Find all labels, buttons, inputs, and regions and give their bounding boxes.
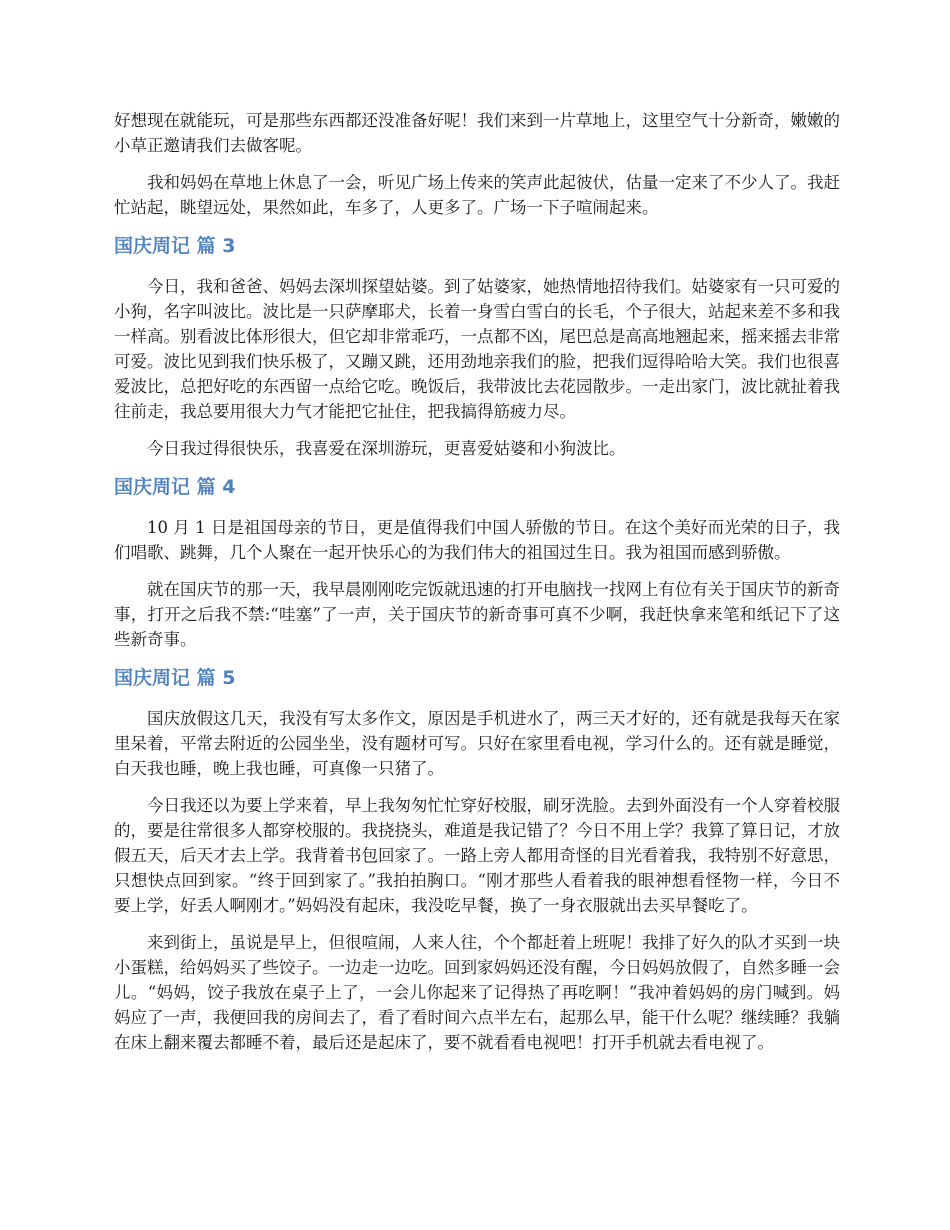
- section-paragraph: 今日我过得很快乐，我喜爱在深圳游玩，更喜爱姑婆和小狗波比。: [147, 439, 626, 458]
- intro-paragraph-1: 好想现在就能玩，可是那些东西都还没准备好呢！我们来到一片草地上，这里空气十分新奇，嫩嫩的小草正邀请我们去做客呢。: [114, 111, 840, 155]
- section-4: [114, 473, 840, 652]
- intro-paragraph-2: 我和妈妈在草地上休息了一会，听见广场上传来的笑声此起彼伏，估量一定来了不少人了。我赶忙站起，眺望远处，果然如此，车多了，人更多了。广场一下子喧闹起来。: [114, 173, 840, 217]
- document-page: [114, 108, 840, 1067]
- section-3: [114, 232, 840, 461]
- section-heading: 国庆周记 篇 3: [114, 235, 236, 257]
- section-paragraph: 国庆放假这几天，我没有写太多作文，原因是手机进水了，两三天才好的，还有就是我每天在家里呆着，平常去附近的公园坐坐，没有题材可写。只好在家里看电视，学习什么的。还有就是睡觉，白天我也睡，晚上我也睡，可真像一只猪了。: [114, 709, 840, 778]
- section-paragraph: 就在国庆节的那一天，我早晨刚刚吃完饭就迅速的打开电脑找一找网上有位有关于国庆节的新奇事，打开之后我不禁:“哇塞”了一声，关于国庆节的新奇事可真不少啊，我赶快拿来笔和纸记下了这些新奇事。: [114, 580, 840, 649]
- section-paragraph: 10 月 1 日是祖国母亲的节日，更是值得我们中国人骄傲的节日。在这个美好而光荣的日子，我们唱歌、跳舞，几个人聚在一起开快乐心的为我们伟大的祖国过生日。我为祖国而感到骄傲。: [114, 518, 840, 562]
- section-5: [114, 664, 840, 1055]
- section-heading: 国庆周记 篇 4: [114, 476, 236, 498]
- section-paragraph: 来到街上，虽说是早上，但很喧闹，人来人往，个个都赶着上班呢！我排了好久的队才买到一块小蛋糕，给妈妈买了些饺子。一边走一边吃。回到家妈妈还没有醒，今日妈妈放假了，自然多睡一会儿。“妈妈，饺子我放在桌子上了，一会儿你起来了记得热了再吃啊！”我冲着妈妈的房门喊到。妈妈应了一声，我便回我的房间去了，看了看时间六点半左右，起那么早，能干什么呢？继续睡？我躺在床上翻来覆去都睡不着，最后还是起床了，要不就看看电视吧！打开手机就去看电视了。: [114, 933, 840, 1052]
- section-paragraph: 今日，我和爸爸、妈妈去深圳探望姑婆。到了姑婆家，她热情地招待我们。姑婆家有一只可爱的小狗，名字叫波比。波比是一只萨摩耶犬，长着一身雪白雪白的长毛，个子很大，站起来差不多和我一样高。别看波比体形很大，但它却非常乖巧，一点都不凶，尾巴总是高高地翘起来，摇来摇去非常可爱。波比见到我们快乐极了，又蹦又跳，还用劲地亲我们的脸，把我们逗得哈哈大笑。我们也很喜爱波比，总把好吃的东西留一点给它吃。晚饭后，我带波比去花园散步。一走出家门，波比就扯着我往前走，我总要用很大力气才能把它扯住，把我搞得筋疲力尽。: [114, 277, 840, 421]
- section-paragraph: 今日我还以为要上学来着，早上我匆匆忙忙穿好校服，刷牙洗脸。去到外面没有一个人穿着校服的，要是往常很多人都穿校服的。我挠挠头，难道是我记错了？今日不用上学？我算了算日记，才放假五天，后天才去上学。我背着书包回家了。一路上旁人都用奇怪的目光看着我，我特别不好意思，只想快点回到家。“终于回到家了。”我拍拍胸口。“刚才那些人看着我的眼神想看怪物一样，今日不要上学，好丢人啊刚才。”妈妈没有起床，我没吃早餐，换了一身衣服就出去买早餐吃了。: [114, 796, 840, 915]
- section-heading: 国庆周记 篇 5: [114, 667, 236, 689]
